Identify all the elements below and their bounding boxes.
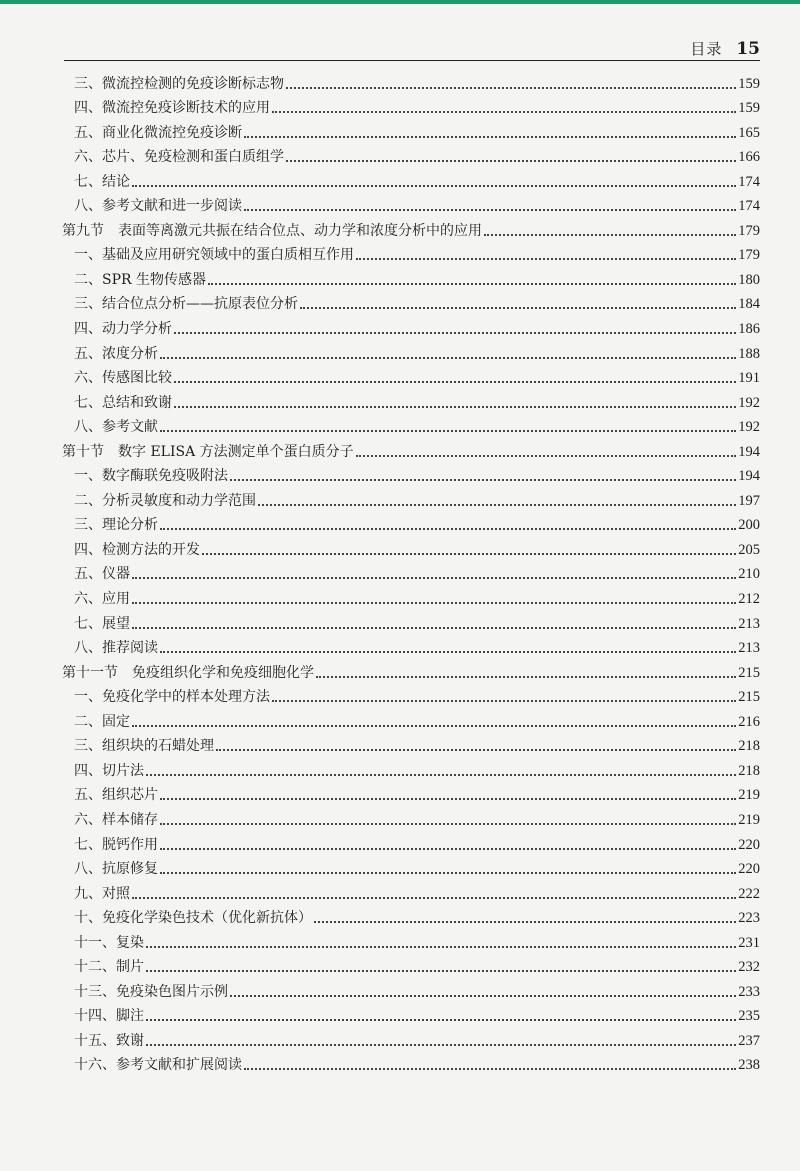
dot-leader — [174, 405, 736, 408]
toc-entry-page: 194 — [738, 443, 760, 460]
toc-entry-title: 十三、免疫染色图片示例 — [74, 983, 228, 1000]
toc-entry-title: 七、脱钙作用 — [74, 836, 158, 853]
toc-entry[interactable] — [62, 608, 760, 633]
toc-entry[interactable] — [62, 903, 760, 928]
toc-entry[interactable] — [62, 485, 760, 510]
toc-entry[interactable] — [62, 387, 760, 412]
toc-entry-page: 210 — [738, 566, 760, 583]
dot-leader — [244, 135, 736, 138]
toc-entry[interactable] — [62, 878, 760, 903]
dot-leader — [244, 1067, 736, 1070]
toc-entry[interactable] — [62, 289, 760, 314]
toc-entry[interactable] — [62, 731, 760, 756]
toc-entry-page: 159 — [738, 75, 760, 92]
header-rule — [64, 60, 760, 61]
toc-entry-title: 一、基础及应用研究领域中的蛋白质相互作用 — [74, 247, 354, 264]
toc-entry[interactable] — [62, 829, 760, 854]
toc-entry-title: 一、免疫化学中的样本处理方法 — [74, 689, 270, 706]
dot-leader — [272, 699, 736, 702]
toc-entry-title: 五、商业化微流控免疫诊断 — [74, 124, 242, 141]
toc-entry[interactable] — [62, 583, 760, 608]
dot-leader — [132, 626, 736, 629]
toc-entry-page: 220 — [738, 836, 760, 853]
toc-entry-page: 191 — [738, 370, 760, 387]
toc-entry-title: 三、理论分析 — [74, 517, 158, 534]
dot-leader — [314, 920, 736, 923]
dot-leader — [146, 1043, 736, 1046]
toc-entry-title: 十五、致谢 — [74, 1032, 144, 1049]
toc-entry[interactable] — [62, 166, 760, 191]
toc-entry[interactable] — [62, 412, 760, 437]
dot-leader — [216, 748, 736, 751]
dot-leader — [160, 650, 736, 653]
toc-entry-page: 166 — [738, 149, 760, 166]
toc-entry-title: 四、动力学分析 — [74, 321, 172, 338]
dot-leader — [258, 503, 736, 506]
dot-leader — [174, 380, 736, 383]
toc-entry-title: 二、SPR 生物传感器 — [74, 271, 207, 288]
toc-entry-page: 218 — [738, 762, 760, 779]
toc-entry-title: 八、推荐阅读 — [74, 640, 158, 657]
toc-entry-page: 219 — [738, 811, 760, 828]
dot-leader — [160, 871, 736, 874]
toc-section-entry[interactable] — [62, 436, 760, 461]
toc-entry-page: 215 — [738, 689, 760, 706]
toc-entry-page: 192 — [738, 394, 760, 411]
dot-leader — [208, 282, 736, 285]
toc-entry-page: 213 — [738, 615, 760, 632]
toc-entry[interactable] — [62, 755, 760, 780]
toc-entry[interactable] — [62, 804, 760, 829]
toc-section-entry[interactable] — [62, 215, 760, 240]
toc-entry[interactable] — [62, 559, 760, 584]
toc-entry-page: 205 — [738, 541, 760, 558]
toc-entry-title: 三、微流控检测的免疫诊断标志物 — [74, 75, 284, 92]
toc-entry-title: 六、传感图比较 — [74, 370, 172, 387]
toc-entry[interactable] — [62, 461, 760, 486]
toc-entry-title: 四、微流控免疫诊断技术的应用 — [74, 100, 270, 117]
toc-entry-page: 235 — [738, 1008, 760, 1025]
toc-entry-title: 九、对照 — [74, 885, 130, 902]
toc-entry-title: 八、参考文献 — [74, 419, 158, 436]
toc-entry-title: 十二、制片 — [74, 959, 144, 976]
toc-entry[interactable] — [62, 510, 760, 535]
toc-entry-page: 192 — [738, 419, 760, 436]
toc-entry-title: 八、抗原修复 — [74, 861, 158, 878]
toc-entry-title: 六、芯片、免疫检测和蛋白质组学 — [74, 149, 284, 166]
table-of-contents — [62, 68, 760, 1074]
top-accent-bar — [0, 0, 800, 4]
dot-leader — [230, 994, 736, 997]
toc-entry-title: 第十一节 免疫组织化学和免疫细胞化学 — [62, 664, 314, 681]
toc-entry-page: 216 — [738, 713, 760, 730]
toc-entry-title: 五、组织芯片 — [74, 787, 158, 804]
toc-entry-title: 十一、复染 — [74, 934, 144, 951]
toc-entry-page: 212 — [738, 591, 760, 608]
dot-leader — [160, 429, 736, 432]
dot-leader — [146, 1018, 736, 1021]
running-header — [690, 38, 760, 59]
toc-entry[interactable] — [62, 927, 760, 952]
dot-leader — [230, 478, 736, 481]
toc-entry[interactable] — [62, 706, 760, 731]
toc-entry-title: 六、样本储存 — [74, 811, 158, 828]
toc-entry-title: 三、结合位点分析——抗原表位分析 — [74, 296, 298, 313]
toc-entry-page: 184 — [738, 296, 760, 313]
toc-entry-title: 七、展望 — [74, 615, 130, 632]
toc-entry[interactable] — [62, 682, 760, 707]
dot-leader — [132, 724, 736, 727]
toc-entry-page: 174 — [738, 198, 760, 215]
section-label: 目录 — [690, 40, 723, 58]
toc-entry-page: 232 — [738, 959, 760, 976]
toc-entry[interactable] — [62, 264, 760, 289]
dot-leader — [160, 356, 736, 359]
toc-entry-title: 三、组织块的石蜡处理 — [74, 738, 214, 755]
toc-entry[interactable] — [62, 534, 760, 559]
dot-leader — [160, 822, 736, 825]
dot-leader — [272, 110, 736, 113]
toc-entry-title: 二、固定 — [74, 713, 130, 730]
dot-leader — [160, 527, 736, 530]
toc-entry-page: 213 — [738, 640, 760, 657]
toc-entry-page: 231 — [738, 934, 760, 951]
toc-entry-title: 五、仪器 — [74, 566, 130, 583]
toc-entry-title: 第九节 表面等离激元共振在结合位点、动力学和浓度分析中的应用 — [62, 222, 482, 239]
dot-leader — [202, 552, 736, 555]
toc-section-entry[interactable] — [62, 657, 760, 682]
toc-entry-page: 237 — [738, 1032, 760, 1049]
page-number: 15 — [736, 39, 760, 59]
toc-entry[interactable] — [62, 363, 760, 388]
toc-entry[interactable] — [62, 142, 760, 167]
toc-entry[interactable] — [62, 68, 760, 93]
toc-entry[interactable] — [62, 338, 760, 363]
dot-leader — [286, 86, 736, 89]
toc-entry[interactable] — [62, 780, 760, 805]
toc-entry-title: 一、数字酶联免疫吸附法 — [74, 468, 228, 485]
toc-entry-page: 180 — [738, 271, 760, 288]
toc-entry-title: 第十节 数字 ELISA 方法测定单个蛋白质分子 — [62, 443, 354, 460]
toc-entry-title: 十六、参考文献和扩展阅读 — [74, 1057, 242, 1074]
dot-leader — [132, 184, 736, 187]
toc-entry[interactable] — [62, 976, 760, 1001]
toc-entry-page: 174 — [738, 173, 760, 190]
dot-leader — [286, 159, 736, 162]
toc-entry[interactable] — [62, 854, 760, 879]
dot-leader — [146, 773, 736, 776]
toc-entry[interactable] — [62, 952, 760, 977]
toc-entry[interactable] — [62, 240, 760, 265]
toc-entry[interactable] — [62, 633, 760, 658]
toc-entry[interactable] — [62, 191, 760, 216]
toc-entry-page: 194 — [738, 468, 760, 485]
toc-entry-page: 179 — [738, 222, 760, 239]
toc-entry-page: 215 — [738, 664, 760, 681]
dot-leader — [160, 847, 736, 850]
toc-entry-page: 200 — [738, 517, 760, 534]
toc-entry-page: 179 — [738, 247, 760, 264]
toc-entry-page: 222 — [738, 885, 760, 902]
toc-entry-page: 219 — [738, 787, 760, 804]
dot-leader — [356, 454, 737, 457]
toc-entry-page: 220 — [738, 861, 760, 878]
toc-entry-page: 159 — [738, 100, 760, 117]
dot-leader — [244, 208, 736, 211]
toc-entry-page: 218 — [738, 738, 760, 755]
toc-entry-page: 165 — [738, 124, 760, 141]
dot-leader — [316, 675, 736, 678]
toc-entry-page: 188 — [738, 345, 760, 362]
toc-entry-title: 四、检测方法的开发 — [74, 541, 200, 558]
dot-leader — [174, 331, 736, 334]
toc-entry-title: 七、总结和致谢 — [74, 394, 172, 411]
toc-entry-page: 197 — [738, 492, 760, 509]
dot-leader — [132, 601, 736, 604]
toc-entry-page: 233 — [738, 983, 760, 1000]
toc-entry-title: 二、分析灵敏度和动力学范围 — [74, 492, 256, 509]
dot-leader — [300, 306, 736, 309]
toc-entry-page: 223 — [738, 910, 760, 927]
toc-entry[interactable] — [62, 313, 760, 338]
toc-entry-title: 十四、脚注 — [74, 1008, 144, 1025]
dot-leader — [132, 576, 736, 579]
toc-entry[interactable] — [62, 1001, 760, 1026]
toc-entry[interactable] — [62, 93, 760, 118]
toc-entry-title: 七、结论 — [74, 173, 130, 190]
dot-leader — [132, 896, 736, 899]
toc-entry-page: 238 — [738, 1057, 760, 1074]
toc-entry-title: 八、参考文献和进一步阅读 — [74, 198, 242, 215]
toc-entry-page: 186 — [738, 321, 760, 338]
toc-entry-title: 六、应用 — [74, 591, 130, 608]
toc-entry[interactable] — [62, 1050, 760, 1075]
toc-entry-title: 五、浓度分析 — [74, 345, 158, 362]
dot-leader — [160, 797, 736, 800]
dot-leader — [484, 233, 736, 236]
dot-leader — [146, 945, 736, 948]
toc-entry-title: 十、免疫化学染色技术（优化新抗体） — [74, 910, 312, 927]
dot-leader — [146, 969, 736, 972]
toc-entry[interactable] — [62, 1025, 760, 1050]
toc-entry-title: 四、切片法 — [74, 762, 144, 779]
toc-entry[interactable] — [62, 117, 760, 142]
dot-leader — [356, 257, 736, 260]
